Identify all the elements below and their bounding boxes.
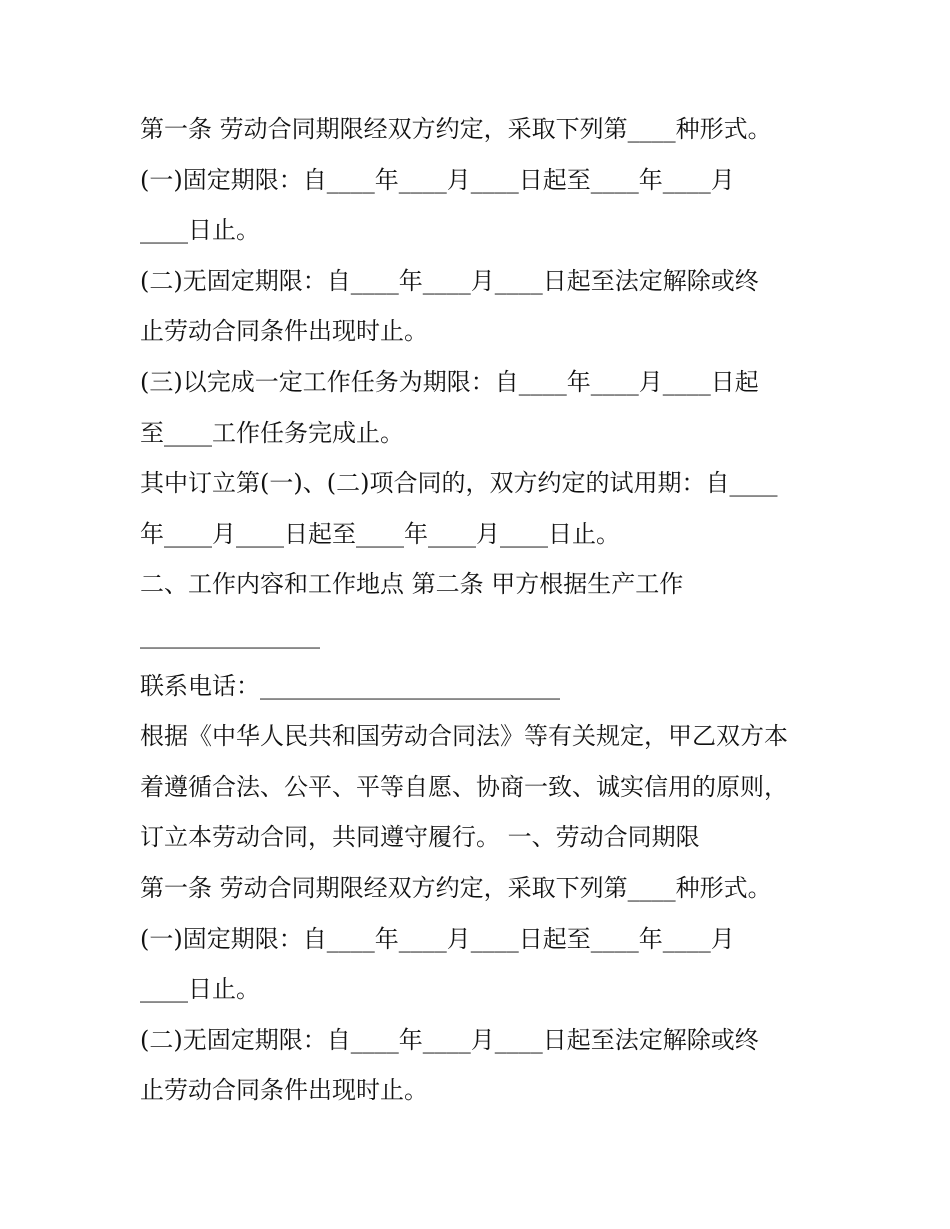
text-line: 止劳动合同条件出现时止。 [140, 317, 428, 346]
text-line: 第一条 劳动合同期限经双方约定，采取下列第____种形式。 [140, 873, 772, 902]
text-line: ____日止。 [140, 216, 260, 245]
text-line: 第一条 劳动合同期限经双方约定，采取下列第____种形式。 [140, 115, 772, 143]
text-line: (三)以完成一定工作任务为期限：自____年____月____日起 [140, 367, 759, 396]
text-line: ____日止。 [140, 975, 260, 1004]
text-line: 止劳动合同条件出现时止。 [140, 1076, 428, 1105]
text-line: 着遵循合法、公平、平等自愿、协商一致、诚实信用的原则， [140, 772, 788, 801]
text-line: 根据《中华人民共和国劳动合同法》等有关规定，甲乙双方本 [140, 722, 788, 751]
text-line: (一)固定期限：自____年____月____日起至____年____月 [140, 924, 735, 953]
text-line: (二)无固定期限：自____年____月____日起至法定解除或终 [140, 1025, 759, 1054]
phone-field-line: 联系电话：_________________________ [140, 671, 560, 700]
text-line: 年____月____日起至____年____月____日止。 [140, 519, 620, 548]
text-line: 至____工作任务完成止。 [140, 418, 404, 447]
text-line: 订立本劳动合同，共同遵守履行。 一、劳动合同期限 [140, 823, 700, 852]
text-line: 其中订立第(一)、(二)项合同的，双方约定的试用期：自____ [140, 469, 778, 498]
signature-blank-line: _______________ [140, 620, 320, 649]
document-body [140, 104, 830, 1116]
text-line: (二)无固定期限：自____年____月____日起至法定解除或终 [140, 266, 759, 295]
text-line: 二、工作内容和工作地点 第二条 甲方根据生产工作 [140, 570, 684, 599]
text-line: (一)固定期限：自____年____月____日起至____年____月 [140, 165, 735, 194]
